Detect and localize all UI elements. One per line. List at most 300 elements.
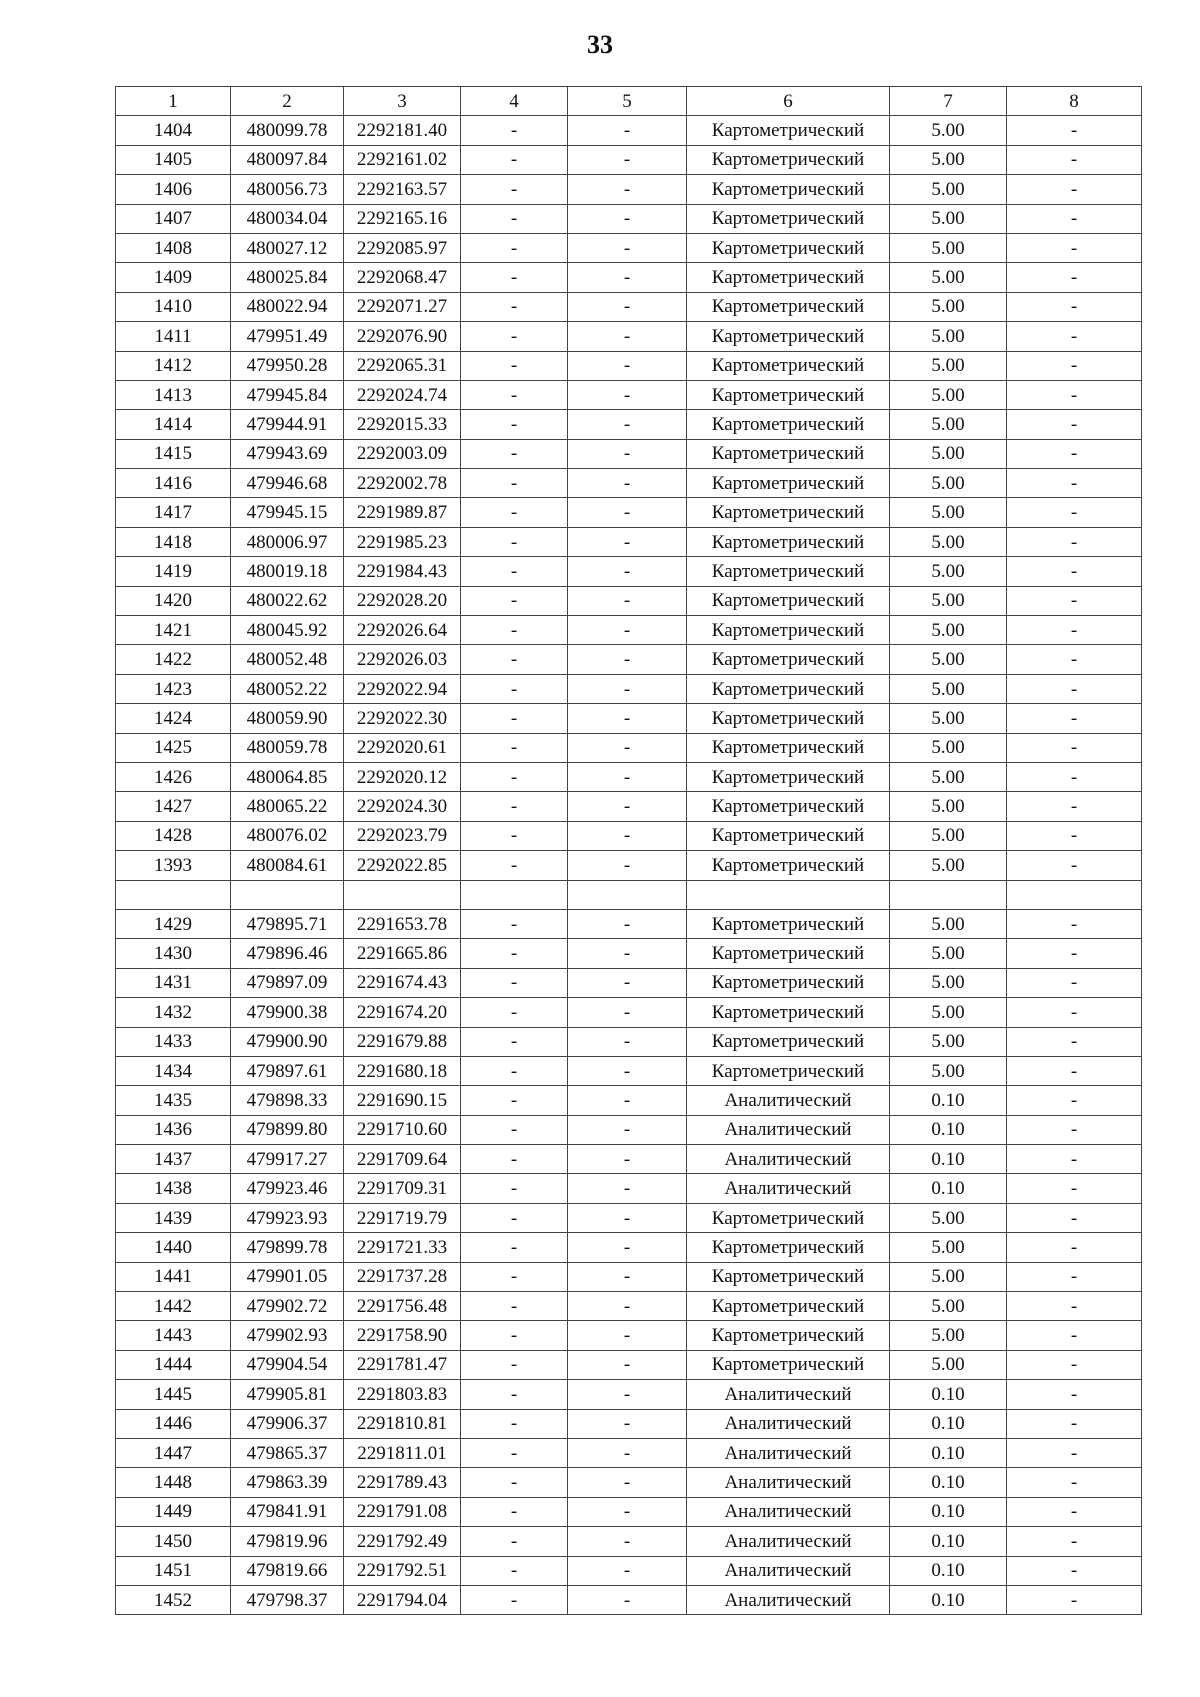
table-cell: 479899.80: [231, 1115, 344, 1144]
table-cell: -: [461, 1115, 568, 1144]
table-cell: Картометрический: [687, 1233, 890, 1262]
table-cell: Аналитический: [687, 1585, 890, 1614]
table-row: [116, 469, 1142, 498]
column-header: 1: [116, 87, 231, 116]
table-cell: -: [1007, 263, 1142, 292]
table-cell: Аналитический: [687, 1174, 890, 1203]
column-header: 6: [687, 87, 890, 116]
table-cell: -: [461, 175, 568, 204]
table-row: [116, 1233, 1142, 1262]
table-cell: [1007, 880, 1142, 909]
table-cell: -: [568, 175, 687, 204]
table-cell: 1422: [116, 645, 231, 674]
table-row: [116, 204, 1142, 233]
table-cell: 2292022.94: [344, 674, 461, 703]
table-cell: 5.00: [890, 527, 1007, 556]
table-cell: -: [1007, 1174, 1142, 1203]
table-cell: 5.00: [890, 704, 1007, 733]
table-cell: 2291709.64: [344, 1145, 461, 1174]
table-cell: 5.00: [890, 586, 1007, 615]
table-cell: 479905.81: [231, 1380, 344, 1409]
table-cell: -: [461, 380, 568, 409]
table-cell: 5.00: [890, 616, 1007, 645]
table-row: [116, 792, 1142, 821]
table-cell: 2291781.47: [344, 1350, 461, 1379]
table-cell: 2292181.40: [344, 116, 461, 145]
table-cell: 479841.91: [231, 1497, 344, 1526]
table-cell: 479950.28: [231, 351, 344, 380]
table-cell: Картометрический: [687, 645, 890, 674]
table-cell: Картометрический: [687, 821, 890, 850]
table-cell: 480052.22: [231, 674, 344, 703]
table-cell: -: [1007, 1292, 1142, 1321]
table-row: [116, 351, 1142, 380]
table-cell: -: [461, 616, 568, 645]
table-cell: -: [461, 351, 568, 380]
table-cell: -: [461, 586, 568, 615]
table-cell: 2291709.31: [344, 1174, 461, 1203]
table-cell: Картометрический: [687, 586, 890, 615]
table-cell: 2291989.87: [344, 498, 461, 527]
table-cell: -: [461, 1262, 568, 1291]
table-cell: Картометрический: [687, 1203, 890, 1232]
table-cell: -: [461, 1174, 568, 1203]
table-cell: -: [568, 1527, 687, 1556]
table-cell: -: [568, 233, 687, 262]
table-cell: -: [1007, 1056, 1142, 1085]
table-cell: -: [461, 998, 568, 1027]
table-cell: -: [1007, 1497, 1142, 1526]
table-cell: Аналитический: [687, 1409, 890, 1438]
table-cell: -: [568, 909, 687, 938]
table-cell: -: [568, 1350, 687, 1379]
table-cell: 2291791.08: [344, 1497, 461, 1526]
table-cell: 479906.37: [231, 1409, 344, 1438]
table-cell: 5.00: [890, 674, 1007, 703]
table-cell: -: [461, 1527, 568, 1556]
table-cell: 1436: [116, 1115, 231, 1144]
table-cell: 5.00: [890, 380, 1007, 409]
table-row: [116, 1027, 1142, 1056]
table-row: [116, 733, 1142, 762]
table-cell: 479865.37: [231, 1438, 344, 1467]
table-cell: -: [461, 792, 568, 821]
table-cell: 2291679.88: [344, 1027, 461, 1056]
table-cell: -: [1007, 1380, 1142, 1409]
table-cell: 1426: [116, 762, 231, 791]
table-cell: 480006.97: [231, 527, 344, 556]
table-row: [116, 968, 1142, 997]
table-cell: 2292022.85: [344, 851, 461, 880]
table-cell: 2292165.16: [344, 204, 461, 233]
table-cell: -: [568, 586, 687, 615]
table-cell: -: [1007, 351, 1142, 380]
table-cell: 2292071.27: [344, 292, 461, 321]
table-cell: -: [1007, 1086, 1142, 1115]
table-cell: -: [1007, 939, 1142, 968]
table-row: [116, 498, 1142, 527]
table-cell: Картометрический: [687, 792, 890, 821]
table-header: [116, 87, 1142, 116]
table-cell: -: [1007, 1203, 1142, 1232]
table-cell: -: [461, 909, 568, 938]
table-cell: 1409: [116, 263, 231, 292]
column-header: 2: [231, 87, 344, 116]
column-header: 4: [461, 87, 568, 116]
table-row: [116, 410, 1142, 439]
table-row: [116, 116, 1142, 145]
table-cell: -: [1007, 586, 1142, 615]
table-cell: 2291792.49: [344, 1527, 461, 1556]
table-cell: 480099.78: [231, 116, 344, 145]
table-cell: -: [1007, 322, 1142, 351]
table-cell: 1439: [116, 1203, 231, 1232]
table-cell: 1421: [116, 616, 231, 645]
table-cell: -: [461, 1321, 568, 1350]
table-cell: 479902.93: [231, 1321, 344, 1350]
table-cell: -: [568, 1556, 687, 1585]
table-cell: 479895.71: [231, 909, 344, 938]
table-cell: 5.00: [890, 1203, 1007, 1232]
table-cell: -: [461, 968, 568, 997]
table-cell: 1428: [116, 821, 231, 850]
table-cell: 1423: [116, 674, 231, 703]
table-row: [116, 1556, 1142, 1585]
table-cell: 5.00: [890, 175, 1007, 204]
table-cell: 1430: [116, 939, 231, 968]
table-cell: 5.00: [890, 116, 1007, 145]
table-cell: 1413: [116, 380, 231, 409]
table-cell: -: [461, 1292, 568, 1321]
table-cell: 2292026.64: [344, 616, 461, 645]
table-cell: 2291674.43: [344, 968, 461, 997]
table-cell: 2292085.97: [344, 233, 461, 262]
table-cell: 0.10: [890, 1468, 1007, 1497]
table-cell: 1411: [116, 322, 231, 351]
table-cell: -: [1007, 645, 1142, 674]
table-cell: -: [1007, 1321, 1142, 1350]
table-cell: [344, 880, 461, 909]
table-cell: 480052.48: [231, 645, 344, 674]
table-cell: -: [1007, 1527, 1142, 1556]
table-cell: 1425: [116, 733, 231, 762]
table-cell: -: [568, 1497, 687, 1526]
table-cell: 0.10: [890, 1174, 1007, 1203]
table-cell: -: [568, 322, 687, 351]
table-cell: -: [461, 1027, 568, 1056]
table-cell: Картометрический: [687, 116, 890, 145]
table-cell: 1404: [116, 116, 231, 145]
table-cell: 1416: [116, 469, 231, 498]
table-cell: -: [461, 498, 568, 527]
table-cell: -: [1007, 1145, 1142, 1174]
table-cell: -: [1007, 469, 1142, 498]
table-cell: 5.00: [890, 1262, 1007, 1291]
table-cell: -: [461, 1145, 568, 1174]
column-header: 3: [344, 87, 461, 116]
table-cell: -: [1007, 292, 1142, 321]
table-cell: 480097.84: [231, 145, 344, 174]
table-cell: -: [568, 1292, 687, 1321]
table-cell: 5.00: [890, 439, 1007, 468]
table-cell: -: [461, 1350, 568, 1379]
table-cell: -: [461, 674, 568, 703]
table-row: [116, 292, 1142, 321]
table-cell: 1424: [116, 704, 231, 733]
table-cell: 5.00: [890, 322, 1007, 351]
table-cell: 1410: [116, 292, 231, 321]
table-cell: -: [461, 1585, 568, 1614]
table-cell: 479902.72: [231, 1292, 344, 1321]
table-cell: 2291789.43: [344, 1468, 461, 1497]
table-cell: 1451: [116, 1556, 231, 1585]
table-cell: 1444: [116, 1350, 231, 1379]
table-cell: Картометрический: [687, 410, 890, 439]
table-cell: 0.10: [890, 1409, 1007, 1438]
table-cell: 5.00: [890, 1056, 1007, 1085]
table-cell: -: [568, 263, 687, 292]
table-cell: -: [568, 498, 687, 527]
table-cell: 479945.15: [231, 498, 344, 527]
table-cell: 2291792.51: [344, 1556, 461, 1585]
table-cell: Картометрический: [687, 1350, 890, 1379]
table-cell: -: [461, 733, 568, 762]
table-cell: 2292068.47: [344, 263, 461, 292]
table-cell: 480056.73: [231, 175, 344, 204]
table-cell: Аналитический: [687, 1115, 890, 1144]
table-cell: [461, 880, 568, 909]
table-row: [116, 175, 1142, 204]
table-cell: 1415: [116, 439, 231, 468]
table-cell: 479904.54: [231, 1350, 344, 1379]
table-cell: -: [461, 1409, 568, 1438]
table-cell: -: [568, 1174, 687, 1203]
table-row: [116, 1468, 1142, 1497]
table-cell: Аналитический: [687, 1527, 890, 1556]
table-cell: Картометрический: [687, 351, 890, 380]
coordinates-table: [115, 86, 1142, 1615]
table-cell: 1441: [116, 1262, 231, 1291]
table-cell: Картометрический: [687, 998, 890, 1027]
table-cell: -: [461, 1497, 568, 1526]
table-row: [116, 1203, 1142, 1232]
table-cell: -: [461, 821, 568, 850]
table-cell: 2292076.90: [344, 322, 461, 351]
table-cell: Аналитический: [687, 1380, 890, 1409]
table-cell: Картометрический: [687, 909, 890, 938]
table-cell: 5.00: [890, 851, 1007, 880]
table-row: [116, 322, 1142, 351]
table-cell: 479897.61: [231, 1056, 344, 1085]
table-cell: Картометрический: [687, 557, 890, 586]
table-cell: -: [1007, 557, 1142, 586]
table-cell: -: [568, 410, 687, 439]
table-cell: -: [568, 204, 687, 233]
table-cell: 0.10: [890, 1438, 1007, 1467]
table-cell: -: [1007, 968, 1142, 997]
table-cell: Картометрический: [687, 733, 890, 762]
table-cell: 479944.91: [231, 410, 344, 439]
table-cell: 480084.61: [231, 851, 344, 880]
table-cell: -: [568, 704, 687, 733]
table-cell: 2292024.74: [344, 380, 461, 409]
table-cell: 479798.37: [231, 1585, 344, 1614]
table-cell: 5.00: [890, 204, 1007, 233]
table-cell: Картометрический: [687, 1321, 890, 1350]
table-row: [116, 557, 1142, 586]
table-row: [116, 821, 1142, 850]
table-row: [116, 1350, 1142, 1379]
table-cell: -: [568, 939, 687, 968]
table-cell: 5.00: [890, 557, 1007, 586]
table-cell: -: [1007, 410, 1142, 439]
table-cell: 479923.93: [231, 1203, 344, 1232]
table-cell: 479896.46: [231, 939, 344, 968]
table-cell: 5.00: [890, 939, 1007, 968]
table-cell: 480064.85: [231, 762, 344, 791]
table-cell: -: [461, 292, 568, 321]
table-cell: 5.00: [890, 469, 1007, 498]
table-cell: -: [1007, 1585, 1142, 1614]
table-cell: Картометрический: [687, 1292, 890, 1321]
table-row: [116, 527, 1142, 556]
table-row: [116, 1086, 1142, 1115]
table-cell: Картометрический: [687, 616, 890, 645]
table-cell: 5.00: [890, 968, 1007, 997]
column-header: 7: [890, 87, 1007, 116]
table-cell: 2291690.15: [344, 1086, 461, 1115]
table-cell: 1417: [116, 498, 231, 527]
table-cell: 479923.46: [231, 1174, 344, 1203]
table-cell: Аналитический: [687, 1468, 890, 1497]
table-cell: -: [461, 233, 568, 262]
table-cell: 1412: [116, 351, 231, 380]
table-cell: 2291737.28: [344, 1262, 461, 1291]
table-cell: Картометрический: [687, 292, 890, 321]
table-cell: 5.00: [890, 1292, 1007, 1321]
table-cell: -: [461, 322, 568, 351]
table-cell: -: [461, 851, 568, 880]
table-cell: 2292023.79: [344, 821, 461, 850]
table-cell: -: [1007, 851, 1142, 880]
table-cell: -: [1007, 498, 1142, 527]
table-cell: 2292026.03: [344, 645, 461, 674]
table-cell: -: [568, 1380, 687, 1409]
table-cell: Картометрический: [687, 527, 890, 556]
table-cell: -: [568, 380, 687, 409]
table-row: [116, 1438, 1142, 1467]
table-cell: 479901.05: [231, 1262, 344, 1291]
table-cell: 479917.27: [231, 1145, 344, 1174]
table-cell: Картометрический: [687, 939, 890, 968]
table-cell: -: [568, 1468, 687, 1497]
table-cell: 5.00: [890, 1233, 1007, 1262]
table-cell: -: [1007, 733, 1142, 762]
table-cell: 480059.90: [231, 704, 344, 733]
table-cell: 1448: [116, 1468, 231, 1497]
table-cell: -: [461, 410, 568, 439]
table-cell: 2292020.61: [344, 733, 461, 762]
table-cell: -: [568, 1115, 687, 1144]
table-cell: -: [568, 1585, 687, 1614]
table-cell: -: [568, 1409, 687, 1438]
table-row: [116, 233, 1142, 262]
table-cell: 1445: [116, 1380, 231, 1409]
table-cell: 5.00: [890, 645, 1007, 674]
table-cell: 5.00: [890, 1027, 1007, 1056]
table-cell: Картометрический: [687, 469, 890, 498]
table-cell: 1408: [116, 233, 231, 262]
table-cell: 0.10: [890, 1585, 1007, 1614]
table-cell: 2291794.04: [344, 1585, 461, 1614]
table-row: [116, 1056, 1142, 1085]
table-cell: 0.10: [890, 1556, 1007, 1585]
table-cell: Картометрический: [687, 263, 890, 292]
table-cell: 2291984.43: [344, 557, 461, 586]
table-cell: 480025.84: [231, 263, 344, 292]
table-cell: -: [461, 939, 568, 968]
table-cell: -: [1007, 1350, 1142, 1379]
table-cell: -: [1007, 762, 1142, 791]
table-cell: -: [461, 527, 568, 556]
table-cell: 5.00: [890, 998, 1007, 1027]
table-cell: 1418: [116, 527, 231, 556]
table-row: [116, 645, 1142, 674]
table-cell: 2291674.20: [344, 998, 461, 1027]
table-cell: 5.00: [890, 351, 1007, 380]
table-cell: 479899.78: [231, 1233, 344, 1262]
table-cell: Аналитический: [687, 1086, 890, 1115]
column-header: 8: [1007, 87, 1142, 116]
table-cell: -: [461, 1086, 568, 1115]
table-cell: 5.00: [890, 292, 1007, 321]
table-cell: 1438: [116, 1174, 231, 1203]
table-row: [116, 1292, 1142, 1321]
table-cell: 479900.90: [231, 1027, 344, 1056]
table-cell: 1414: [116, 410, 231, 439]
table-cell: 2292163.57: [344, 175, 461, 204]
table-cell: -: [1007, 1438, 1142, 1467]
table-cell: -: [1007, 380, 1142, 409]
table-cell: 1431: [116, 968, 231, 997]
table-cell: 479819.96: [231, 1527, 344, 1556]
table-row: [116, 1409, 1142, 1438]
table-cell: -: [1007, 674, 1142, 703]
table-cell: Картометрический: [687, 1262, 890, 1291]
table-row: [116, 145, 1142, 174]
table-cell: 5.00: [890, 733, 1007, 762]
table-cell: 0.10: [890, 1145, 1007, 1174]
table-cell: -: [1007, 233, 1142, 262]
table-cell: Аналитический: [687, 1438, 890, 1467]
table-cell: 480019.18: [231, 557, 344, 586]
table-cell: 2292020.12: [344, 762, 461, 791]
table-row: [116, 1527, 1142, 1556]
table-cell: Картометрический: [687, 968, 890, 997]
table-cell: 480045.92: [231, 616, 344, 645]
table-cell: -: [461, 1468, 568, 1497]
table-row: [116, 586, 1142, 615]
table-cell: Аналитический: [687, 1497, 890, 1526]
table-cell: [890, 880, 1007, 909]
table-cell: -: [568, 116, 687, 145]
table-cell: 479900.38: [231, 998, 344, 1027]
page-number: 33: [587, 30, 613, 59]
table-cell: 1406: [116, 175, 231, 204]
table-row: [116, 1262, 1142, 1291]
table-cell: -: [1007, 175, 1142, 204]
table-cell: 2292024.30: [344, 792, 461, 821]
